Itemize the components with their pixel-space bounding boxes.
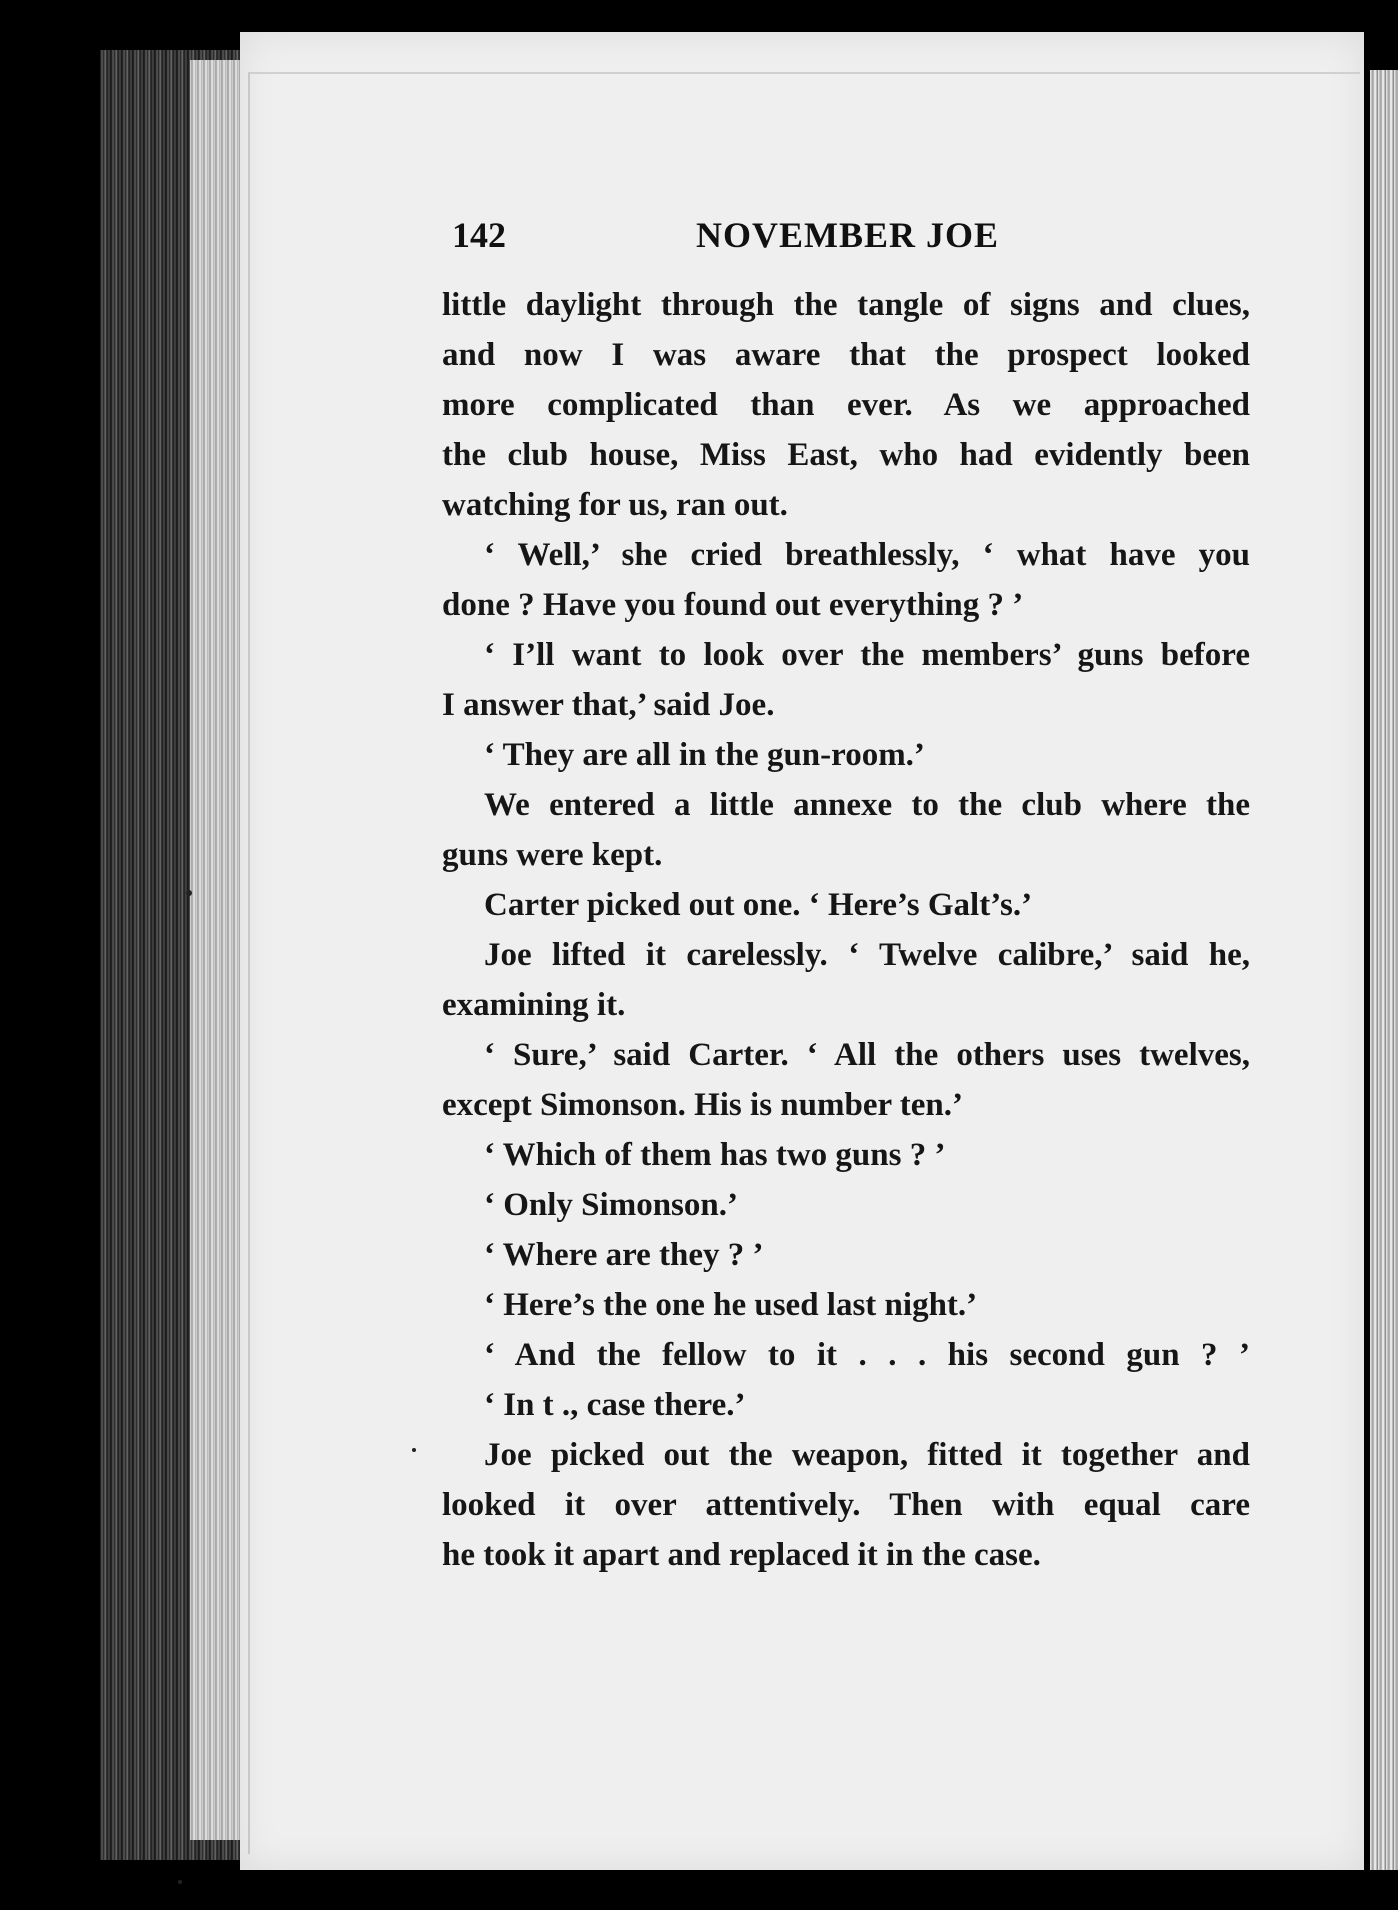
text-line: more complicated than ever. As we approached: [442, 387, 1250, 423]
scan-speck: [412, 1448, 416, 1452]
text-line: ‘ Sure,’ said Carter. ‘ All the others uses twelves,: [484, 1037, 1250, 1073]
text-line: ‘ In t ., case there.’: [484, 1387, 746, 1423]
text-line: Carter picked out one. ‘ Here’s Galt’s.’: [484, 887, 1033, 923]
text-line: We entered a little annexe to the club where the: [484, 787, 1250, 823]
text-line: except Simonson. His is number ten.’: [442, 1087, 964, 1123]
text-line: ‘ They are all in the gun-room.’: [484, 737, 925, 773]
text-line: and now I was aware that the prospect looked: [442, 337, 1250, 373]
text-line: little daylight through the tangle of signs and clues,: [442, 287, 1250, 323]
text-line: Joe picked out the weapon, fitted it together and: [484, 1437, 1250, 1473]
text-line: done ? Have you found out everything ? ’: [442, 587, 1024, 623]
text-line: ‘ Only Simonson.’: [484, 1187, 738, 1223]
text-line: the club house, Miss East, who had evidently been: [442, 437, 1250, 473]
text-line: ‘ Here’s the one he used last night.’: [484, 1287, 978, 1323]
running-title: NOVEMBER JOE: [696, 215, 1000, 255]
left-page-stack: [190, 60, 240, 1840]
text-line: examining it.: [442, 987, 626, 1023]
right-page-edge: [1370, 70, 1398, 1870]
page-number: 142: [452, 215, 506, 255]
text-line: ‘ And the fellow to it . . . his second gun ? ’: [484, 1337, 1250, 1373]
text-line: I answer that,’ said Joe.: [442, 687, 775, 723]
body-text: [442, 280, 1250, 1580]
text-line: watching for us, ran out.: [442, 487, 788, 523]
text-line: ‘ Well,’ she cried breathlessly, ‘ what have you: [484, 537, 1250, 573]
text-line: ‘ Which of them has two guns ? ’: [484, 1137, 946, 1173]
scan-speck: [178, 1880, 182, 1884]
text-line: Joe lifted it carelessly. ‘ Twelve calibre,’ said he,: [484, 937, 1250, 973]
text-line: he took it apart and replaced it in the case.: [442, 1537, 1041, 1573]
text-line: guns were kept.: [442, 837, 663, 873]
scan-speck: [186, 890, 192, 896]
text-line: looked it over attentively. Then with equal care: [442, 1487, 1250, 1523]
text-line: ‘ I’ll want to look over the members’ guns before: [484, 637, 1250, 673]
text-line: ‘ Where are they ? ’: [484, 1237, 764, 1273]
page-header: [452, 214, 1012, 262]
